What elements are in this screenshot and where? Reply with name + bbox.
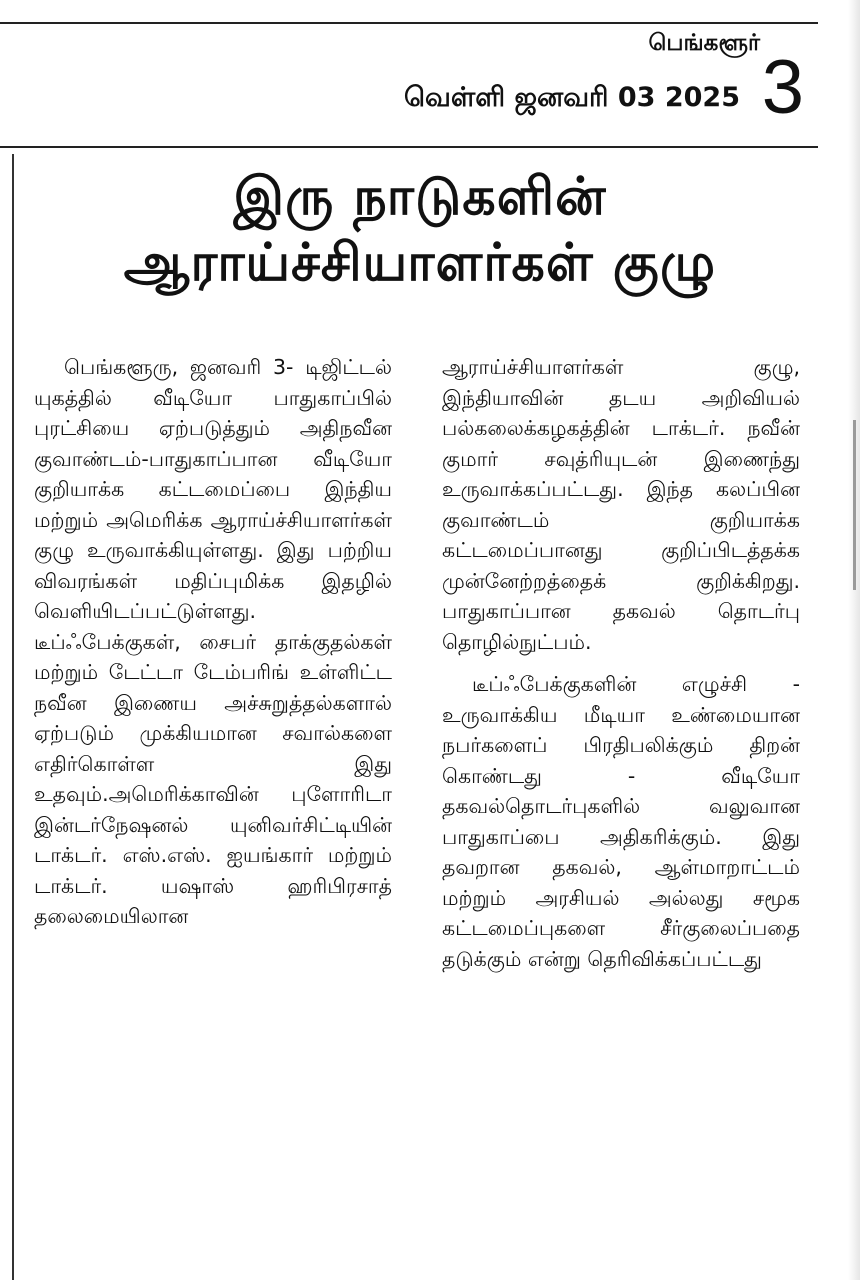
- left-column-rule: [12, 154, 14, 1280]
- page-number: 3: [761, 45, 804, 130]
- headline-line-2: ஆராய்ச்சியாளர்கள் குழு: [123, 233, 717, 293]
- page-edge-shadow: [848, 0, 860, 1280]
- headline-line-1: இரு நாடுகளின்: [233, 167, 607, 227]
- article-headline: [40, 164, 800, 296]
- right-column-paragraph-2: டீப்ஃபேக்குகளின் எழுச்சி - உருவாக்கிய மீடியா உண்மையான நபர்களைப் பிரதிபலிக்கும் திறன் கொண்டது - வீடியோ தகவல்தொடர்புகளில் வலுவான பாதுகாப்பை அதிகரிக்கும். இது தவறான தகவல், ஆள்மாறாட்டம் மற்றும் அரசியல் அல்லது சமூக கட்டமைப்புகளை சீர்குலைப்பதை தடுக்கும் என்று தெரிவிக்கப்பட்டது: [442, 672, 800, 971]
- article-column-right: [442, 352, 800, 974]
- masthead-city: பெங்களூர்: [648, 30, 760, 56]
- article-column-left: [34, 352, 392, 932]
- masthead-bottom-rule: [0, 146, 818, 148]
- page-edge-mark: [853, 420, 856, 590]
- right-column-paragraph-1: ஆராய்ச்சியாளர்கள் குழு, இந்தியாவின் தடய அறிவியல் பல்கலைக்கழகத்தின் டாக்டர். நவீன் குமார் சவுத்ரியுடன் இணைந்து உருவாக்கப்பட்டது. இந்த கலப்பின குவாண்டம் குறியாக்க கட்டமைப்பானது குறிப்பிடத்தக்க முன்னேற்றத்தைக் குறிக்கிறது. பாதுகாப்பான தகவல் தொடர்பு தொழில்நுட்பம்.: [442, 355, 800, 654]
- masthead-date: வெள்ளி ஜனவரி 03 2025: [404, 82, 740, 113]
- masthead-top-rule: [0, 22, 818, 24]
- left-column-paragraph-1: பெங்களூரு, ஜனவரி 3- டிஜிட்டல் யுகத்தில் வீடியோ பாதுகாப்பில் புரட்சியை ஏற்படுத்தும் அதிநவீன குவாண்டம்-பாதுகாப்பான வீடியோ குறியாக்க கட்டமைப்பை இந்திய மற்றும் அமெரிக்க ஆராய்ச்சியாளர்கள் குழு உருவாக்கியுள்ளது. இது பற்றிய விவரங்கள் மதிப்புமிக்க இதழில் வெளியிடப்பட்டுள்ளது. டீப்ஃபேக்குகள், சைபர் தாக்குதல்கள் மற்றும் டேட்டா டேம்பரிங் உள்ளிட்ட நவீன இணைய அச்சுறுத்தல்களால் ஏற்படும் முக்கியமான சவால்களை எதிர்கொள்ள இது உதவும்.அமெரிக்காவின் புளோரிடா இன்டர்நேஷனல் யுனிவர்சிட்டியின் டாக்டர். எஸ்.எஸ். ஐயங்கார் மற்றும் டாக்டர். யஷாஸ் ஹரிபிரசாத் தலைமையிலான: [34, 355, 392, 928]
